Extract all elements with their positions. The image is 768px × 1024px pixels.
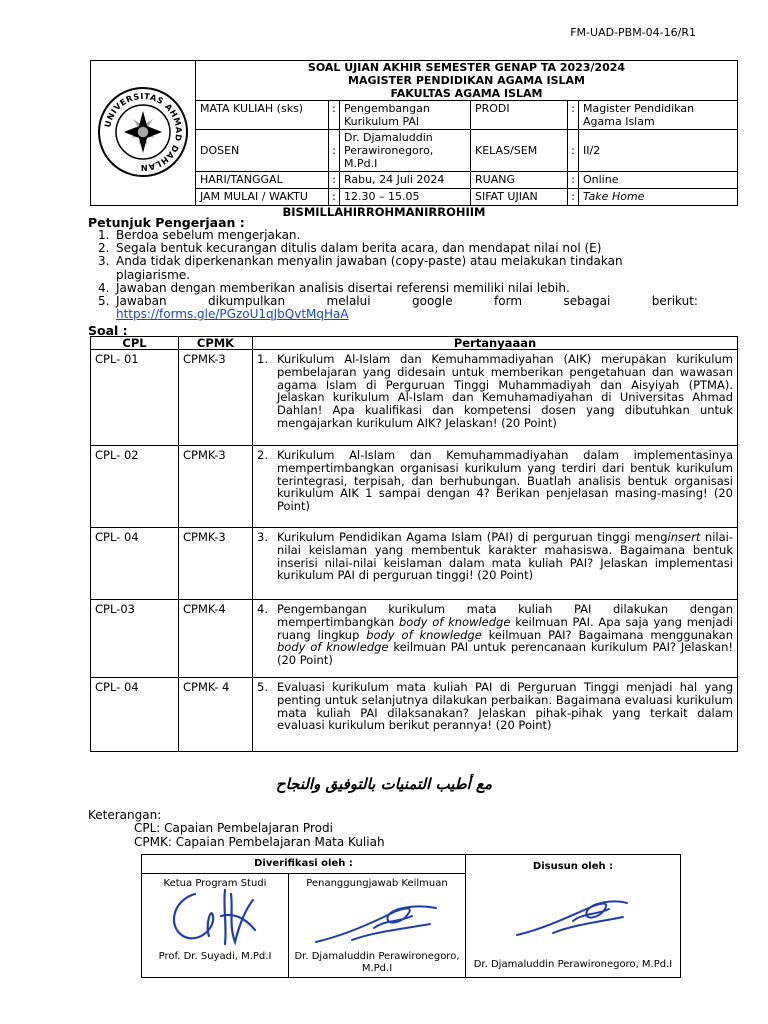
time-label: JAM MULAI / WAKTU <box>196 189 329 206</box>
exam-title <box>196 61 738 101</box>
cpl-cell: CPL- 04 <box>91 678 179 752</box>
question-text: Kurikulum Al-Islam dan Kemuhammadiyahan (AIK) merupakan kurikulum pembelajaran yang didesain untuk memberikan pengetahuan dan wawasan agama Islam di Perguruan Tinggi Muhammadiyah dan Aisyiyah (PTMA). Jelaskan kurikulum Al-Islam dan Kemuhamadiyahan di Universitas Ahmad Dahlan! Apa kualifikasi dan kompetensi dosen yang dibutuhkan untuk mengajarkan kurikulum AIK? Jelaskan! (20 Point) <box>277 352 733 430</box>
signature-cell-expert <box>289 874 466 978</box>
list-item: 4. Jawaban dengan memberikan analisis disertai referensi memiliki nilai lebih. <box>98 280 570 295</box>
date-value: Rabu, 24 Juli 2024 <box>340 172 471 189</box>
list-item: 5. Jawaban dikumpulkan melalui google form sebagai berikut: https://forms.gle/PGzoU1qJbQvtMqHaA <box>98 294 698 322</box>
cpmk-cell: CPMK-3 <box>179 446 253 528</box>
question-text: Kurikulum Al-Islam dan Kemuhammadiyahan dalam implementasinya mempertimbangkan organisasi kurikulum yang terdiri dari bentuk kurikulum terintegrasi, terpisah, dan berhubungan. Buatlah analisis bentuk organisasi kurikulum AIK 1 sampai dengan 4? Berikan penjelasan masing-masing! (20 Point) <box>277 448 733 514</box>
instructions-list <box>98 229 698 321</box>
question-text: Kurikulum Pendidikan Agama Islam (PAI) di perguruan tinggi menginsert nilai-nilai keislaman yang membentuk karakter mahasiswa. Bagaimana bentuk inserisi nilai-nilai keislaman dalam mata kuliah PAI? Jelaskan implementasi kurikulum PAI di perguruan tinggi! (20 Point) <box>277 530 734 583</box>
signature-table <box>141 854 681 978</box>
list-item: 2. Segala bentuk kecurangan ditulis dalam berita acara, dan mendapat nilai nol (E) <box>98 241 602 256</box>
cpl-cell: CPL-03 <box>91 600 179 678</box>
colon: : <box>329 130 340 172</box>
table-row <box>91 678 738 752</box>
cpmk-cell: CPMK-3 <box>179 350 253 446</box>
question-cell <box>253 600 738 678</box>
cpmk-cell: CPMK-4 <box>179 600 253 678</box>
exam-header-table <box>90 60 738 206</box>
compiled-by-heading: Disusun oleh : <box>532 861 614 872</box>
question-cell <box>253 528 738 600</box>
colon: : <box>568 189 579 206</box>
lecturer-value: Dr. Djamaluddin Perawironegoro, M.Pd.I <box>340 130 471 172</box>
cpl-cell: CPL- 01 <box>91 350 179 446</box>
table-header-row <box>91 337 738 350</box>
list-item: 3. Anda tidak diperkenankan menyalin jawaban (copy-paste) atau melakukan tindakan plagiarisme. <box>98 254 623 282</box>
bismillah-heading: BISMILLAHIRROHMANIRROHIIM <box>282 205 486 219</box>
notes-title: Keterangan: <box>88 808 162 822</box>
room-label: RUANG <box>471 172 568 189</box>
lecturer-label: DOSEN <box>196 130 329 172</box>
cpmk-cell: CPMK-3 <box>179 528 253 600</box>
question-text: Evaluasi kurikulum mata kuliah PAI di Perguruan Tinggi menjadi hal yang penting untuk selanjutnya dilakukan perbaikan. Bagaimana evaluasi kurikulum mata kuliah PAI dilaksanakan? Jelaskan pihak-pihak yang terkait dalam evaluasi kurikulum berikut perannya! (20 Point) <box>277 680 733 733</box>
cpmk-cell: CPMK- 4 <box>179 678 253 752</box>
expert-name: Dr. Djamaluddin Perawironegoro, M.Pd.I <box>294 951 460 974</box>
colon: : <box>568 130 579 172</box>
expert-role: Penanggungjawab Keilmuan <box>306 878 448 889</box>
cpl-cell: CPL- 02 <box>91 446 179 528</box>
head-role: Ketua Program Studi <box>163 878 267 889</box>
closing-wishes-arabic: مع أطيب التمنيات بالتوفيق والنجاح <box>275 775 493 793</box>
colon: : <box>329 189 340 206</box>
colon: : <box>329 172 340 189</box>
signature-mark-icon <box>312 900 442 948</box>
column-header-cpl: CPL <box>91 337 179 350</box>
question-number: 5. <box>257 680 268 694</box>
column-header-question: Pertanyaaan <box>253 337 738 350</box>
questions-label: Soal : <box>88 323 128 338</box>
signature-mark-icon <box>165 886 265 950</box>
logo-text: UNIVERSITAS AHMAD DAHLAN <box>102 90 185 173</box>
exam-title-line-1: SOAL UJIAN AKHIR SEMESTER GENAP TA 2023/2024 <box>307 61 626 74</box>
cpl-cell: CPL- 04 <box>91 528 179 600</box>
exam-title-line-2: MAGISTER PENDIDIKAN AGAMA ISLAM <box>348 74 585 87</box>
room-value: Online <box>579 172 738 189</box>
table-row <box>91 350 738 446</box>
question-number: 4. <box>257 602 268 616</box>
question-number: 2. <box>257 448 268 462</box>
course-value: Pengembangan Kurikulum PAI <box>340 101 471 130</box>
prodi-value: Magister Pendidikan Agama Islam <box>579 101 738 130</box>
verified-by-heading: Diverifikasi oleh : <box>142 855 466 874</box>
table-row <box>91 528 738 600</box>
exam-title-line-3: FAKULTAS AGAMA ISLAM <box>390 87 543 100</box>
questions-table <box>90 336 738 752</box>
submission-line: Jawaban dikumpulkan melalui google form sebagai berikut: <box>116 294 698 309</box>
table-row <box>91 446 738 528</box>
table-row <box>91 600 738 678</box>
question-cell <box>253 350 738 446</box>
colon: : <box>329 101 340 130</box>
exam-type-value: Take Home <box>579 189 738 206</box>
column-header-cpmk: CPMK <box>179 337 253 350</box>
exam-type-label: SIFAT UJIAN <box>471 189 568 206</box>
question-text: Pengembangan kurikulum mata kuliah PAI dilakukan dengan mempertimbangkan body of knowledge keilmuan PAI. Apa saja yang menjadi ruang lingkup body of knowledge keilmuan PAI? Bagaimana menggunakan body of knowledge keilmuan PAI untuk perencanaan kurikulum PAI? Jelaskan! (20 Point) <box>277 602 734 668</box>
signature-mark-icon <box>513 895 633 943</box>
document-code: FM-UAD-PBM-04-16/R1 <box>570 26 696 39</box>
class-label: KELAS/SEM <box>471 130 568 172</box>
question-number: 1. <box>257 352 268 366</box>
notes-cpl: CPL: Capaian Pembelajaran Prodi <box>134 821 333 835</box>
google-form-link[interactable]: https://forms.gle/PGzoU1qJbQvtMqHaA <box>116 307 349 322</box>
colon: : <box>568 101 579 130</box>
class-value: II/2 <box>579 130 738 172</box>
question-cell <box>253 678 738 752</box>
notes-cpmk: CPMK: Capaian Pembelajaran Mata Kuliah <box>134 835 385 849</box>
question-cell <box>253 446 738 528</box>
instructions-title: Petunjuk Pengerjaan : <box>88 215 245 230</box>
question-number: 3. <box>257 530 268 544</box>
compiler-name: Dr. Djamaluddin Perawironegoro, M.Pd.I <box>473 959 673 970</box>
course-label: MATA KULIAH (sks) <box>196 101 329 130</box>
list-item: 1. Berdoa sebelum mengerjakan. <box>98 228 301 242</box>
date-label: HARI/TANGGAL <box>196 172 329 189</box>
logo-cell <box>91 61 196 206</box>
time-value: 12.30 – 15.05 <box>340 189 471 206</box>
head-name: Prof. Dr. Suyadi, M.Pd.I <box>158 951 272 962</box>
university-logo-icon <box>97 86 189 178</box>
signature-cell-head <box>142 874 289 978</box>
signature-cell-compiler <box>466 855 681 978</box>
colon: : <box>568 172 579 189</box>
prodi-label: PRODI <box>471 101 568 130</box>
questions-body <box>91 350 738 752</box>
